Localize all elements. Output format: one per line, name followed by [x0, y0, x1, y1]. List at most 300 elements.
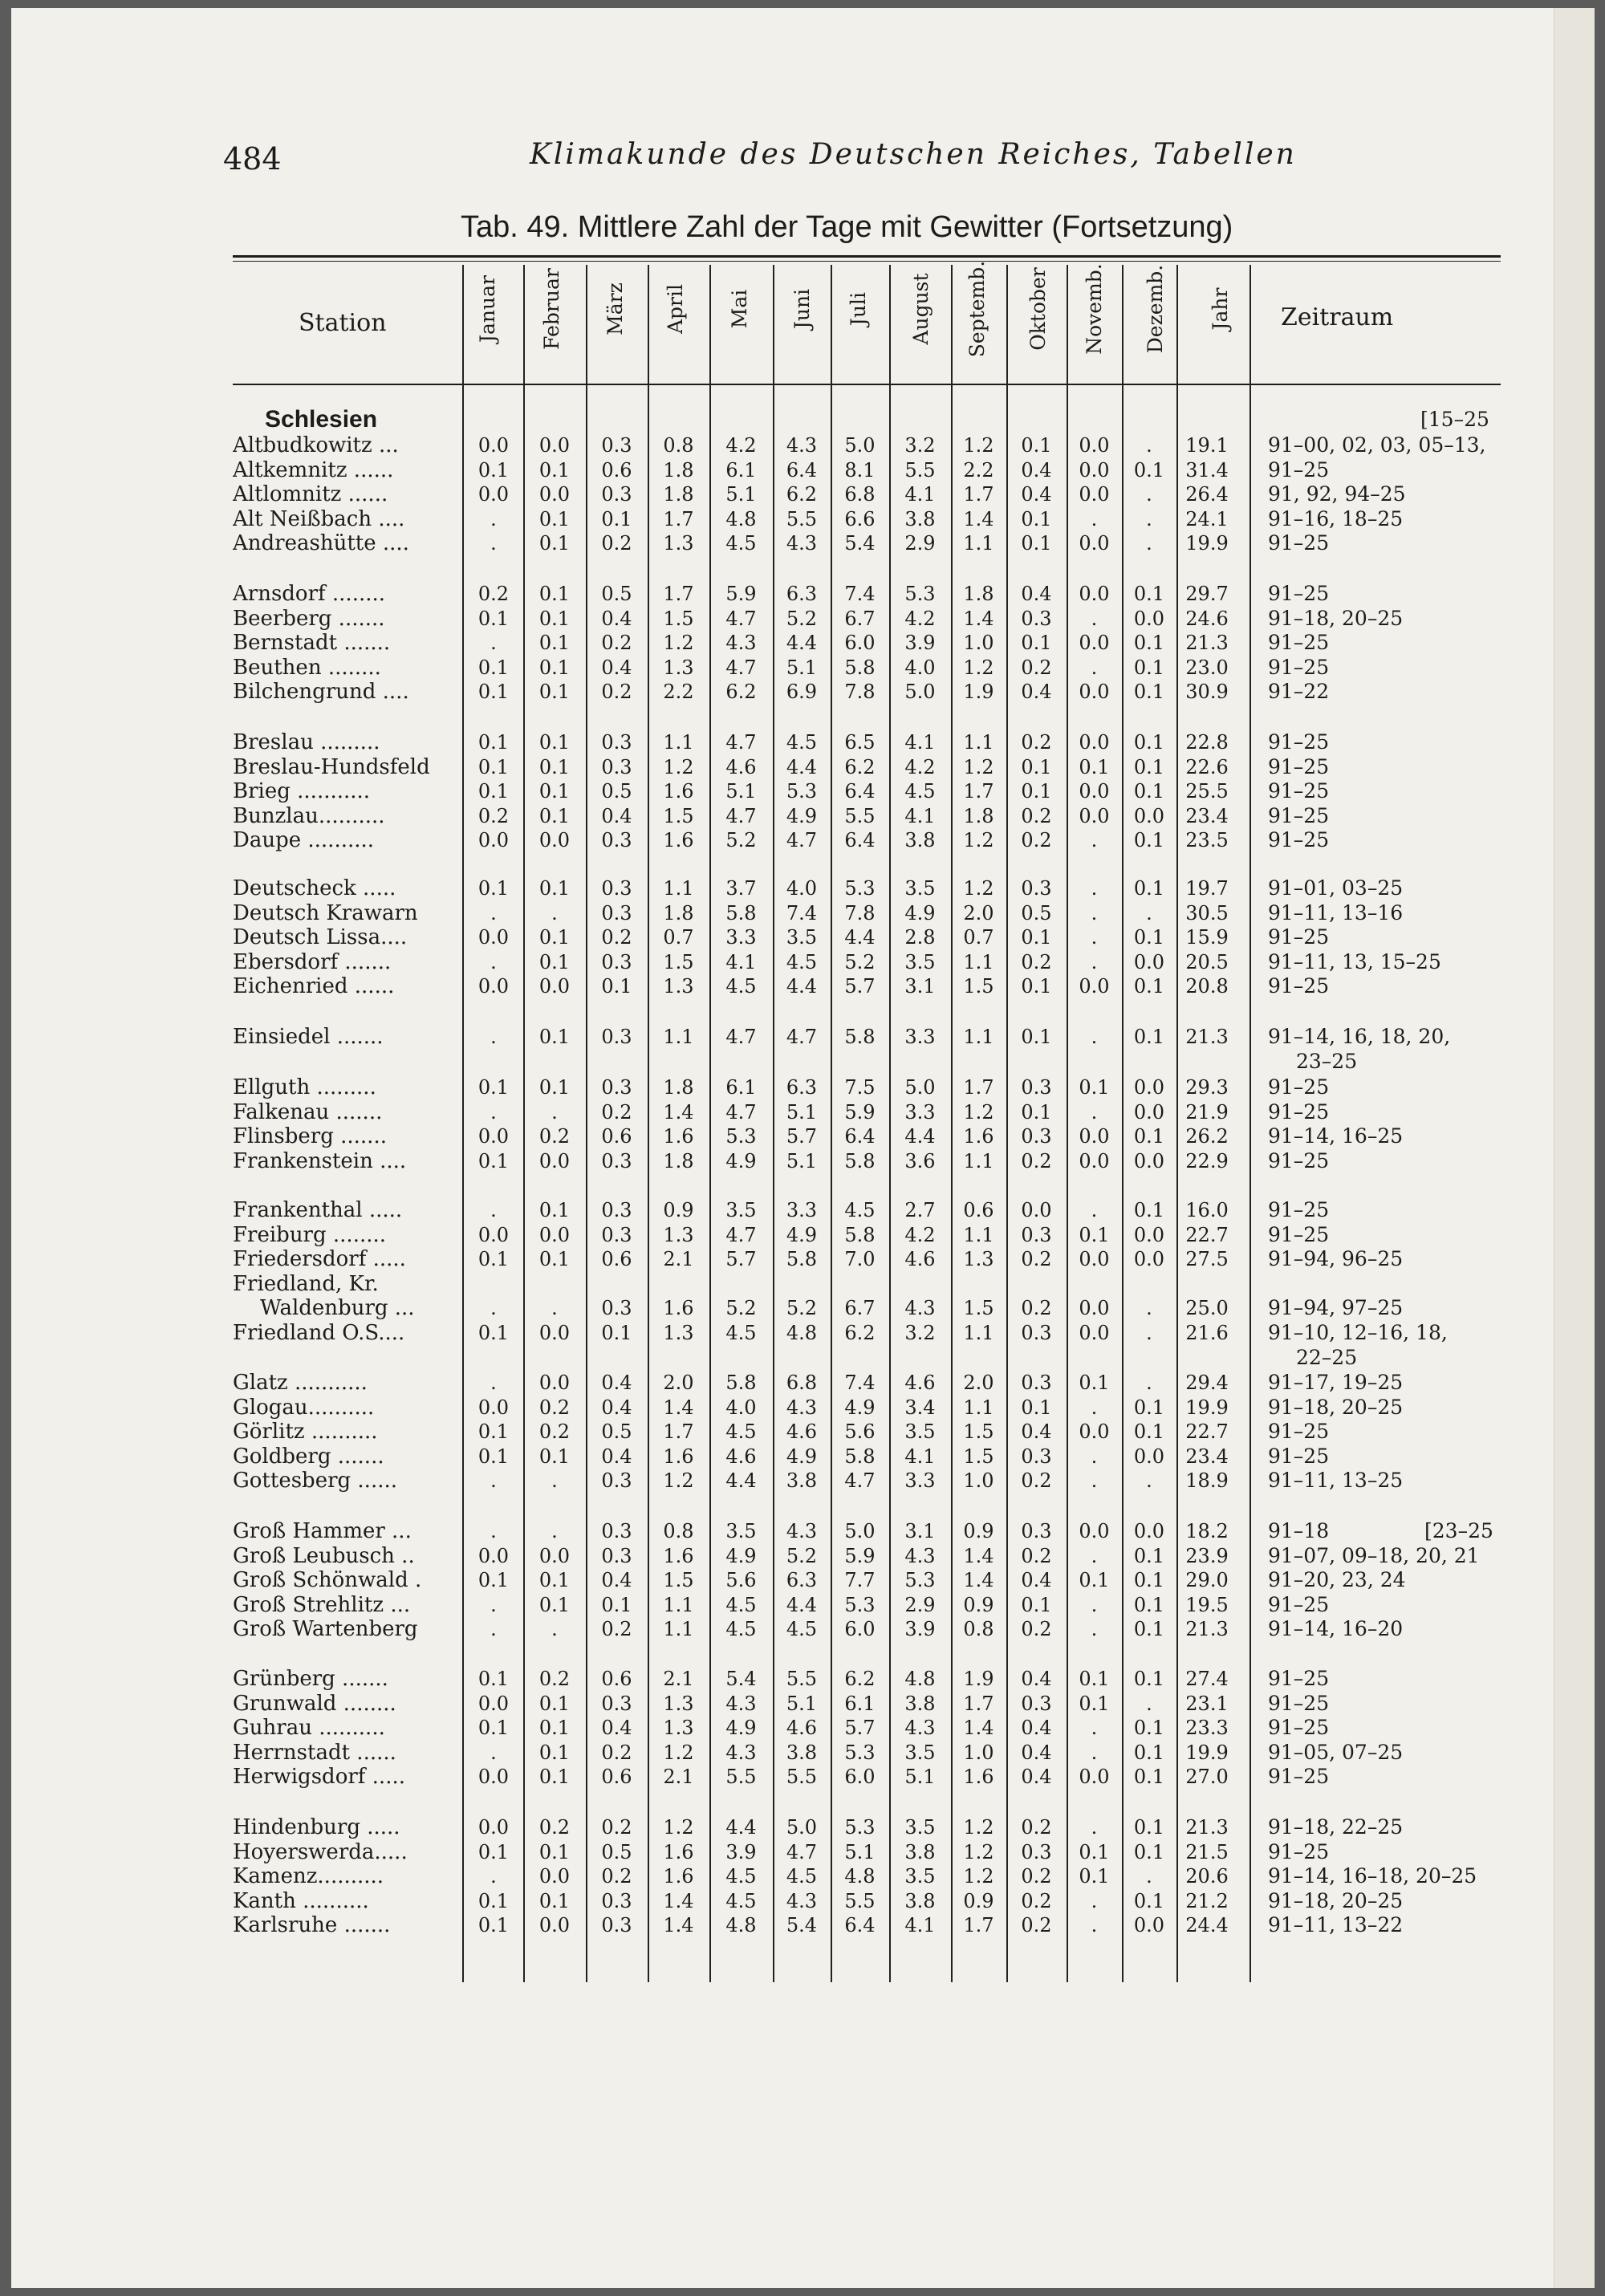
value-cell: .	[551, 1100, 558, 1124]
value-cell: 4.3	[786, 532, 818, 555]
value-cell: 0.0	[538, 1865, 571, 1888]
period-cell: 91–01, 03–25	[1268, 876, 1404, 900]
value-cell: 6.8	[844, 483, 876, 506]
value-cell: 0.1	[1133, 975, 1165, 998]
value-cell: 23.5	[1185, 829, 1229, 852]
month-header: April	[664, 284, 687, 334]
value-cell: 0.1	[538, 755, 571, 778]
period-cell: 91–18, 20–25	[1268, 606, 1404, 630]
value-cell: 5.1	[786, 1149, 818, 1172]
value-cell: 0.1	[538, 950, 571, 973]
value-cell: 0.0	[1079, 975, 1110, 998]
value-cell: 6.4	[844, 1914, 876, 1937]
value-cell: 0.3	[601, 1469, 632, 1493]
value-cell: 0.0	[1133, 950, 1165, 973]
station-name: Hoyerswerda.....	[233, 1839, 408, 1864]
station-name: Deutsch Lissa....	[233, 925, 408, 950]
value-cell: 7.7	[844, 1569, 876, 1592]
value-cell: 4.2	[904, 1223, 936, 1246]
value-cell: 0.3	[1021, 877, 1052, 900]
value-cell: 0.0	[477, 483, 510, 506]
value-cell: 31.4	[1185, 458, 1229, 482]
value-cell: 3.8	[904, 507, 936, 530]
value-cell: 0.1	[477, 458, 510, 482]
value-cell: 29.0	[1185, 1569, 1229, 1592]
value-cell: 6.3	[786, 583, 818, 605]
value-cell: 5.1	[786, 1100, 818, 1124]
value-cell: 0.3	[601, 434, 632, 457]
value-cell: 6.1	[725, 458, 757, 482]
value-cell: .	[490, 1520, 497, 1542]
period-cell: 91–25	[1268, 1099, 1330, 1124]
value-cell: .	[1091, 1396, 1098, 1419]
value-cell: 0.0	[538, 1372, 571, 1394]
value-cell: 0.6	[601, 1248, 632, 1271]
value-cell: 0.4	[1021, 1717, 1052, 1740]
value-cell: 4.1	[904, 1445, 936, 1468]
value-cell: 0.0	[1133, 1445, 1165, 1468]
value-cell: 4.3	[786, 1889, 818, 1912]
value-cell: 4.4	[786, 755, 818, 778]
value-cell: 4.2	[904, 755, 936, 778]
value-cell: 0.0	[1133, 1149, 1165, 1172]
value-cell: 0.5	[601, 1840, 632, 1863]
value-cell: 3.1	[904, 1520, 936, 1542]
value-cell: 0.4	[601, 1717, 632, 1740]
value-cell: 0.0	[477, 1544, 510, 1567]
value-cell: 0.2	[1021, 731, 1052, 754]
period-cell: 91–00, 02, 03, 05–13,	[1268, 433, 1486, 457]
value-cell: 24.1	[1185, 507, 1229, 530]
value-cell: 1.6	[963, 1766, 994, 1789]
value-cell: 1.2	[663, 1469, 694, 1493]
value-cell: .	[490, 950, 497, 973]
value-cell: .	[1146, 507, 1152, 530]
value-cell: 4.7	[725, 1223, 757, 1246]
value-cell: 5.2	[844, 950, 876, 973]
month-header: Mai	[728, 289, 751, 329]
value-cell: 1.5	[663, 804, 694, 827]
value-cell: 4.5	[786, 731, 818, 754]
value-cell: 0.0	[1079, 681, 1110, 704]
period-cell: 91–25	[1268, 1420, 1330, 1444]
value-cell: 5.7	[786, 1125, 818, 1148]
value-cell: 6.4	[844, 829, 876, 852]
value-cell: 4.1	[904, 731, 936, 754]
value-cell: 0.1	[601, 507, 632, 530]
value-cell: 0.1	[477, 1420, 510, 1444]
value-cell: 0.1	[1133, 1544, 1165, 1567]
value-cell: 7.5	[844, 1076, 876, 1099]
month-header: März	[603, 282, 627, 335]
value-cell: 3.1	[904, 975, 936, 998]
value-cell: 5.3	[904, 583, 936, 605]
value-cell: 1.4	[663, 1914, 694, 1937]
value-cell: 0.3	[1021, 607, 1052, 630]
period-cell: 91, 92, 94–25	[1268, 482, 1406, 506]
value-cell: 4.7	[844, 1469, 876, 1493]
value-cell: 1.2	[963, 1840, 994, 1863]
value-cell: 2.0	[663, 1372, 694, 1394]
value-cell: 4.5	[786, 1618, 818, 1641]
value-cell: 5.3	[844, 1741, 876, 1764]
value-cell: 0.2	[538, 1396, 571, 1419]
value-cell: 1.2	[663, 755, 694, 778]
period-cell: 91–18, 20–25	[1268, 1888, 1404, 1912]
period-cell: 91–25	[1268, 1198, 1330, 1221]
value-cell: .	[1091, 1593, 1098, 1616]
value-cell: 0.3	[601, 731, 632, 754]
value-cell: 6.4	[786, 458, 818, 482]
value-cell: 1.0	[963, 1741, 994, 1764]
value-cell: 5.9	[725, 583, 757, 605]
value-cell: 0.9	[663, 1199, 694, 1221]
value-cell: 5.4	[725, 1668, 757, 1690]
value-cell: 0.4	[1021, 1766, 1052, 1789]
value-cell: 0.0	[538, 829, 571, 852]
value-cell: 1.6	[663, 829, 694, 852]
value-cell: 0.2	[1021, 1248, 1052, 1271]
period-cell: 91–25	[1268, 1765, 1330, 1789]
period-cell: 91–17, 19–25	[1268, 1371, 1404, 1394]
value-cell: 0.5	[601, 780, 632, 803]
value-cell: 1.5	[663, 950, 694, 973]
value-cell: 19.9	[1185, 532, 1229, 555]
value-cell: 0.3	[1021, 1520, 1052, 1542]
value-cell: 0.0	[477, 1125, 510, 1148]
station-name: Andreashütte ....	[233, 531, 409, 556]
value-cell: 0.1	[538, 532, 571, 555]
value-cell: 0.3	[601, 1149, 632, 1172]
value-cell: 0.4	[601, 1372, 632, 1394]
station-name: Bunzlau..........	[233, 803, 385, 828]
station-name: Gottesberg ......	[233, 1469, 398, 1493]
value-cell: .	[490, 1372, 497, 1394]
value-cell: 1.2	[963, 755, 994, 778]
value-cell: 4.0	[786, 877, 818, 900]
value-cell: 0.1	[1079, 1076, 1110, 1099]
month-header: Dezemb.	[1144, 264, 1167, 354]
value-cell: 0.3	[601, 1223, 632, 1246]
value-cell: 0.2	[601, 532, 632, 555]
value-cell: 2.0	[963, 1372, 994, 1394]
value-cell: 4.2	[725, 434, 757, 457]
value-cell: 1.6	[663, 1840, 694, 1863]
value-cell: 0.9	[963, 1520, 994, 1542]
month-header: Septemb.	[965, 260, 989, 358]
month-header: Januar	[476, 275, 499, 343]
value-cell: 5.8	[844, 656, 876, 679]
station-name: Kanth ..........	[233, 1888, 369, 1913]
value-cell: 0.0	[1079, 532, 1110, 555]
value-cell: .	[490, 507, 497, 530]
value-cell: 0.1	[538, 583, 571, 605]
value-cell: 0.2	[538, 1668, 571, 1690]
value-cell: 0.1	[538, 877, 571, 900]
value-cell: .	[1146, 901, 1152, 924]
period-cell: 91–94, 97–25	[1268, 1296, 1404, 1320]
value-cell: 0.1	[1021, 1396, 1052, 1419]
station-name: Breslau .........	[233, 730, 380, 754]
value-cell: 0.4	[1021, 483, 1052, 506]
value-cell: 2.0	[963, 901, 994, 924]
period-cell: 91–25	[1268, 1839, 1330, 1863]
value-cell: 1.2	[963, 1100, 994, 1124]
value-cell: 23.0	[1185, 656, 1229, 679]
value-cell: 1.4	[963, 507, 994, 530]
value-cell: 0.3	[1021, 1692, 1052, 1715]
value-cell: 3.9	[904, 632, 936, 655]
value-cell: 0.1	[1021, 1100, 1052, 1124]
value-cell: 0.1	[1133, 1840, 1165, 1863]
period-cell: 91–25	[1268, 754, 1330, 778]
value-cell: 0.1	[477, 681, 510, 704]
value-cell: 0.0	[1133, 1248, 1165, 1271]
value-cell: 0.1	[1021, 434, 1052, 457]
station-name: Frankenstein ....	[233, 1148, 407, 1173]
value-cell: 4.1	[904, 804, 936, 827]
value-cell: 1.7	[663, 583, 694, 605]
value-cell: 3.3	[725, 926, 757, 949]
value-cell: 0.1	[477, 656, 510, 679]
value-cell: 3.5	[786, 926, 818, 949]
value-cell: .	[1091, 1889, 1098, 1912]
value-cell: 0.2	[601, 1618, 632, 1641]
station-name: Deutscheck .....	[233, 876, 396, 900]
value-cell: 0.1	[477, 755, 510, 778]
value-cell: 2.1	[663, 1248, 694, 1271]
value-cell: 4.9	[904, 901, 936, 924]
value-cell: 0.1	[538, 681, 571, 704]
value-cell: 29.4	[1185, 1372, 1229, 1394]
value-cell: 0.1	[1079, 1372, 1110, 1394]
station-name: Guhrau ..........	[233, 1716, 385, 1741]
value-cell: .	[1146, 1322, 1152, 1344]
value-cell: 0.1	[538, 1199, 571, 1221]
value-cell: 1.0	[963, 1469, 994, 1493]
value-cell: .	[490, 1199, 497, 1221]
period-cell: 91–25	[1268, 1667, 1330, 1690]
value-cell: 26.2	[1185, 1125, 1229, 1148]
value-cell: 0.1	[477, 1668, 510, 1690]
value-cell: 0.4	[1021, 583, 1052, 605]
period-cell: 91–25	[1268, 1444, 1330, 1468]
value-cell: 0.0	[1079, 1766, 1110, 1789]
value-cell: 1.1	[963, 1149, 994, 1172]
value-cell: 4.9	[844, 1396, 876, 1419]
period-cell: 91–16, 18–25	[1268, 506, 1404, 530]
period-cell: 91–11, 13–16	[1268, 900, 1404, 924]
value-cell: 0.0	[538, 1544, 571, 1567]
value-cell: 6.2	[725, 681, 757, 704]
value-cell: 0.2	[1021, 1618, 1052, 1641]
value-cell: .	[1091, 1199, 1098, 1221]
value-cell: 6.9	[786, 681, 818, 704]
value-cell: 1.3	[663, 656, 694, 679]
value-cell: 0.1	[1021, 1026, 1052, 1048]
value-cell: 4.4	[786, 1593, 818, 1616]
value-cell: 29.7	[1185, 583, 1229, 605]
value-cell: 0.2	[601, 1816, 632, 1839]
value-cell: 0.3	[601, 1914, 632, 1937]
station-name: Waldenburg ...	[260, 1296, 415, 1321]
value-cell: 5.6	[725, 1569, 757, 1592]
value-cell: 27.4	[1185, 1668, 1229, 1690]
value-cell: 0.1	[538, 1889, 571, 1912]
period-cell: 91–14, 16–18, 20–25	[1268, 1864, 1477, 1888]
value-cell: 2.8	[904, 926, 936, 949]
value-cell: 1.1	[963, 1026, 994, 1048]
value-cell: 0.7	[663, 926, 694, 949]
value-cell: 3.5	[904, 1741, 936, 1764]
value-cell: 5.3	[844, 877, 876, 900]
value-cell: 22.8	[1185, 731, 1229, 754]
value-cell: 19.9	[1185, 1741, 1229, 1764]
value-cell: 0.6	[601, 1125, 632, 1148]
period-cell-continued: 22–25	[1296, 1345, 1358, 1369]
value-cell: 0.1	[1021, 780, 1052, 803]
value-cell: 1.6	[663, 780, 694, 803]
value-cell: 4.6	[904, 1372, 936, 1394]
value-cell: 0.7	[963, 926, 994, 949]
value-cell: 4.4	[725, 1816, 757, 1839]
value-cell: 0.9	[963, 1889, 994, 1912]
value-cell: 0.2	[1021, 1816, 1052, 1839]
period-cell: 91–25	[1268, 1592, 1330, 1616]
value-cell: 3.8	[904, 1889, 936, 1912]
station-name: Görlitz ..........	[233, 1420, 378, 1445]
period-cell: 91–25	[1268, 1075, 1330, 1099]
value-cell: 0.0	[1133, 804, 1165, 827]
station-name: Hindenburg .....	[233, 1815, 400, 1839]
period-cell: 91–14, 16–25	[1268, 1124, 1404, 1148]
value-cell: 24.4	[1185, 1914, 1229, 1937]
period-cell: 91–22	[1268, 680, 1330, 704]
station-name: Groß Schönwald .	[233, 1568, 422, 1593]
value-cell: 1.6	[663, 1445, 694, 1468]
value-cell: 0.1	[1021, 507, 1052, 530]
value-cell: 0.0	[477, 1816, 510, 1839]
value-cell: 4.3	[904, 1717, 936, 1740]
period-cell: 91–25	[1268, 974, 1330, 998]
station-name: Friedersdorf .....	[233, 1247, 406, 1272]
value-cell: 1.8	[663, 1076, 694, 1099]
month-header: Oktober	[1026, 267, 1050, 351]
value-cell: 6.3	[786, 1076, 818, 1099]
month-header: Juli	[847, 291, 870, 327]
value-cell: 16.0	[1185, 1199, 1229, 1221]
station-name: Alt Neißbach ....	[233, 506, 405, 531]
value-cell: 6.0	[844, 1766, 876, 1789]
value-cell: 4.0	[904, 656, 936, 679]
value-cell: .	[490, 1469, 497, 1493]
value-cell: 1.2	[963, 656, 994, 679]
value-cell: 0.1	[538, 1766, 571, 1789]
value-cell: 1.4	[663, 1889, 694, 1912]
value-cell: 1.4	[963, 1569, 994, 1592]
value-cell: 3.7	[725, 877, 757, 900]
value-cell: 4.5	[725, 1889, 757, 1912]
station-name: Altbudkowitz ...	[233, 433, 399, 457]
value-cell: 0.0	[538, 483, 571, 506]
value-cell: .	[551, 1618, 558, 1641]
value-cell: 5.7	[844, 1717, 876, 1740]
value-cell: 0.6	[963, 1199, 994, 1221]
value-cell: 1.4	[963, 1717, 994, 1740]
value-cell: 0.1	[1021, 632, 1052, 655]
value-cell: 4.3	[904, 1544, 936, 1567]
value-cell: 4.5	[725, 1593, 757, 1616]
value-cell: 0.3	[1021, 1125, 1052, 1148]
value-cell: 0.1	[1133, 1668, 1165, 1690]
value-cell: 1.3	[663, 1692, 694, 1715]
value-cell: .	[1146, 532, 1152, 555]
running-title: Klimakunde des Deutschen Reiches, Tabellen	[530, 138, 1297, 171]
value-cell: 1.2	[963, 877, 994, 900]
value-cell: 0.1	[1021, 975, 1052, 998]
value-cell: 5.2	[786, 607, 818, 630]
station-name: Groß Strehlitz ...	[233, 1592, 411, 1617]
value-cell: 2.2	[963, 458, 994, 482]
value-cell: 1.8	[963, 583, 994, 605]
value-cell: .	[490, 1100, 497, 1124]
station-name: Ebersdorf .......	[233, 949, 392, 974]
period-cell: 91–11, 13, 15–25	[1268, 949, 1441, 973]
value-cell: .	[551, 901, 558, 924]
value-cell: .	[1091, 901, 1098, 924]
value-cell: .	[1091, 1717, 1098, 1740]
value-cell: 0.3	[1021, 1322, 1052, 1344]
value-cell: 4.8	[725, 507, 757, 530]
value-cell: .	[1091, 607, 1098, 630]
period-cell: 91–14, 16, 18, 20,	[1268, 1025, 1451, 1048]
value-cell: 0.5	[601, 583, 632, 605]
value-cell: 0.1	[1133, 731, 1165, 754]
value-cell: 4.7	[786, 1026, 818, 1048]
value-cell: 0.2	[1021, 950, 1052, 973]
station-name: Beerberg .......	[233, 606, 385, 631]
value-cell: 0.2	[1021, 1544, 1052, 1567]
value-cell: 4.3	[786, 1520, 818, 1542]
value-cell: 0.0	[477, 829, 510, 852]
value-cell: 2.1	[663, 1766, 694, 1789]
value-cell: 18.9	[1185, 1469, 1229, 1493]
value-cell: 0.0	[1079, 1248, 1110, 1271]
value-cell: 6.4	[844, 1125, 876, 1148]
value-cell: 3.6	[904, 1149, 936, 1172]
value-cell: 1.1	[663, 1618, 694, 1641]
value-cell: 1.1	[663, 1026, 694, 1048]
period-cell: 91–20, 23, 24	[1268, 1568, 1406, 1592]
value-cell: 4.9	[786, 804, 818, 827]
value-cell: 4.4	[786, 632, 818, 655]
value-cell: 5.1	[725, 780, 757, 803]
value-cell: .	[1091, 926, 1098, 949]
value-cell: 0.1	[1021, 755, 1052, 778]
value-cell: 0.0	[1079, 1149, 1110, 1172]
station-name: Friedland O.S....	[233, 1321, 405, 1345]
value-cell: 23.4	[1185, 1445, 1229, 1468]
value-cell: 19.7	[1185, 877, 1229, 900]
value-cell: .	[1091, 950, 1098, 973]
value-cell: 6.2	[844, 1322, 876, 1344]
value-cell: 0.1	[477, 607, 510, 630]
value-cell: 0.1	[477, 1322, 510, 1344]
station-name: Glatz ...........	[233, 1371, 368, 1395]
value-cell: 3.8	[904, 1840, 936, 1863]
value-cell: 0.0	[538, 434, 571, 457]
period-cell: 91–25	[1268, 828, 1330, 852]
